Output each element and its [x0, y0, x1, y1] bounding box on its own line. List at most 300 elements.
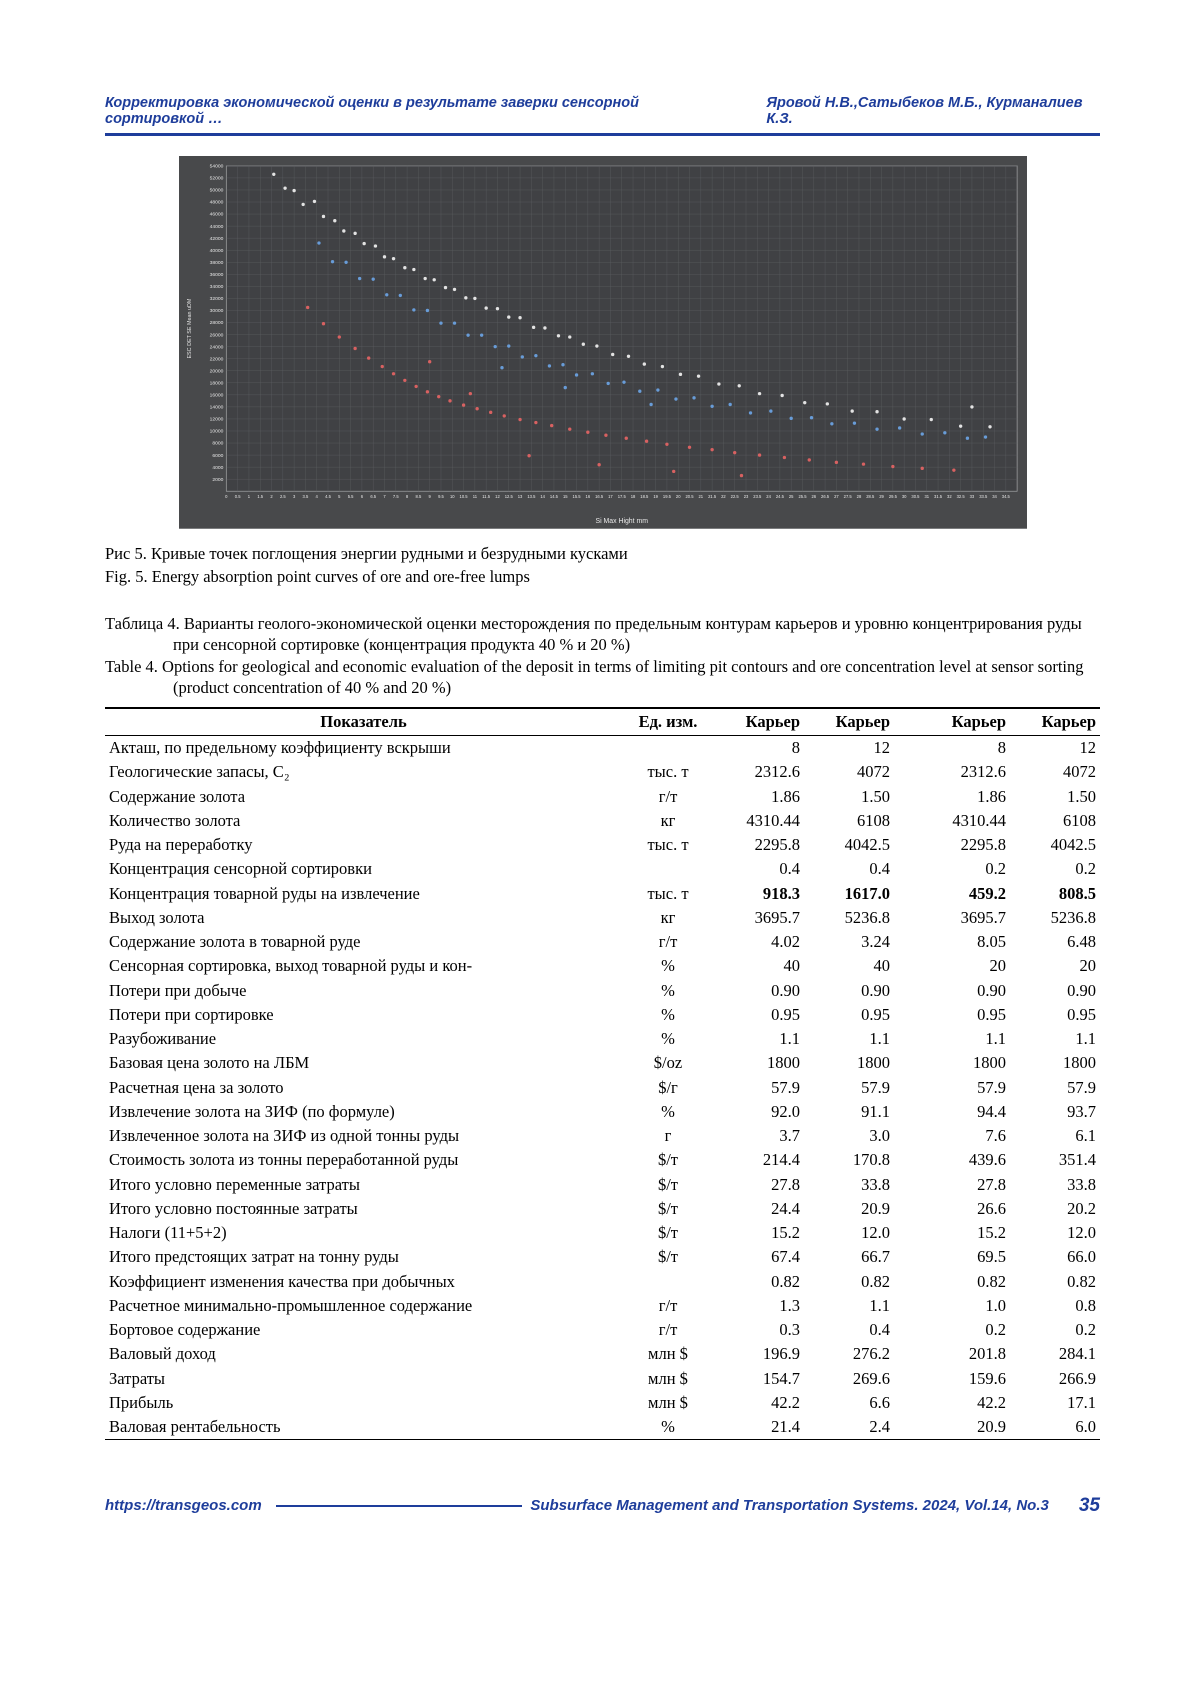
page-header [105, 95, 1100, 133]
svg-text:14000: 14000 [209, 405, 223, 411]
table-row [105, 784, 1100, 808]
table-cell: 21.4 [714, 1415, 804, 1440]
table-cell: Разубоживание [109, 1029, 217, 1049]
table-cell: 57.9 [861, 1077, 890, 1097]
table-cell: 266.9 [1058, 1368, 1096, 1388]
table-cell: 2312.6 [754, 762, 800, 782]
svg-text:21.5: 21.5 [707, 494, 716, 500]
energy-absorption-figure [179, 156, 1027, 529]
table-cell: 4072 [857, 762, 890, 782]
table-cell: 0.95 [861, 1004, 890, 1024]
table-cell: 2312.6 [960, 762, 1006, 782]
column-header-indicator: Показатель [105, 708, 622, 736]
svg-text:13: 13 [517, 494, 522, 500]
table-cell: тыс. т [647, 835, 689, 855]
authors: Яровой Н.В.,Сатыбеков М.Б., Курманалиев К.З. [766, 95, 1083, 127]
table-cell: % [661, 1004, 675, 1024]
table-cell: 6108 [857, 810, 890, 830]
table-cell: 42.2 [977, 1392, 1006, 1412]
table-cell: 214.4 [762, 1150, 800, 1170]
svg-text:14: 14 [539, 494, 545, 500]
table-cell: 0.4 [779, 859, 800, 879]
table-row [105, 1172, 1100, 1196]
table-cell: Концентрация сенсорной сортировки [109, 859, 372, 879]
table-cell: 4310.44 [952, 810, 1006, 830]
table-cell: млн $ [648, 1392, 688, 1412]
svg-text:24: 24 [765, 494, 771, 500]
svg-text:17: 17 [607, 494, 613, 500]
table-row [105, 857, 1100, 881]
svg-text:29: 29 [878, 494, 884, 500]
table-row [105, 1051, 1100, 1075]
table-row [105, 1269, 1100, 1293]
table-cell: Итого предстоящих затрат на тонну руды [109, 1247, 399, 1267]
table-cell: 196.9 [762, 1344, 800, 1364]
table-cell: 57.9 [977, 1077, 1006, 1097]
table-cell: 92.0 [771, 1101, 800, 1121]
table-cell: 276.2 [852, 1344, 890, 1364]
svg-text:23: 23 [743, 494, 748, 500]
table-row [105, 1099, 1100, 1123]
table-cell: 1617.0 [844, 883, 890, 903]
table-cell: 42.2 [771, 1392, 800, 1412]
table-cell: 918.3 [762, 883, 800, 903]
page-footer [105, 1495, 1100, 1517]
table-cell: 57.9 [1067, 1077, 1096, 1097]
table-cell: 808.5 [1058, 883, 1096, 903]
svg-text:27: 27 [833, 494, 839, 500]
table-cell: 40 [783, 956, 800, 976]
table-cell: 1.1 [985, 1029, 1006, 1049]
table-cell: 0.4 [869, 1320, 890, 1340]
table-cell: % [661, 1029, 675, 1049]
table-row [105, 1390, 1100, 1414]
svg-text:12: 12 [494, 494, 500, 500]
table-row [105, 1221, 1100, 1245]
table-cell: 2.4 [804, 1415, 894, 1440]
table-cell: 284.1 [1058, 1344, 1096, 1364]
svg-text:24.5: 24.5 [775, 494, 784, 500]
table-cell: 170.8 [852, 1150, 890, 1170]
svg-text:23.5: 23.5 [752, 494, 761, 500]
svg-text:30000: 30000 [209, 309, 223, 315]
table-cell: $/т [657, 1174, 679, 1194]
svg-text:26: 26 [810, 494, 816, 500]
table-cell: 269.6 [852, 1368, 890, 1388]
table-cell: 20.2 [1067, 1198, 1096, 1218]
svg-text:22: 22 [720, 494, 726, 500]
table-cell: Количество золота [109, 810, 241, 830]
table-cell: Итого условно постоянные затраты [109, 1198, 358, 1218]
table-row [105, 978, 1100, 1002]
table-cell: 8 [997, 738, 1006, 758]
table-cell: 66.0 [1067, 1247, 1096, 1267]
table-cell: 1.1 [779, 1029, 800, 1049]
table-cell: Итого условно переменные затраты [109, 1174, 360, 1194]
table-cell: 5236.8 [844, 907, 890, 927]
table-cell: 459.2 [968, 883, 1006, 903]
table-cell: 0.82 [977, 1271, 1006, 1291]
table-header-row [105, 708, 1100, 736]
table-cell: 91.1 [861, 1101, 890, 1121]
svg-text:18000: 18000 [209, 381, 223, 387]
svg-text:24000: 24000 [209, 345, 223, 351]
svg-text:2.5: 2.5 [279, 494, 286, 500]
table-cell: 1.1 [869, 1029, 890, 1049]
svg-text:40000: 40000 [209, 248, 223, 254]
table-cell: 93.7 [1067, 1101, 1096, 1121]
table-cell: 201.8 [968, 1344, 1006, 1364]
svg-text:19: 19 [652, 494, 658, 500]
table-cell: 4072 [1063, 762, 1096, 782]
svg-text:3: 3 [292, 494, 295, 500]
table-cell: Сенсорная сортировка, выход товарной руды и кон- [109, 956, 473, 976]
site-link[interactable]: https://transgeos.com [105, 1497, 262, 1515]
table-row [105, 833, 1100, 857]
svg-text:30: 30 [901, 494, 906, 500]
table-row [105, 1124, 1100, 1148]
svg-text:8000: 8000 [211, 441, 223, 447]
table-cell: $/т [657, 1223, 679, 1243]
table-cell: 0.82 [1067, 1271, 1096, 1291]
table-cell: 67.4 [771, 1247, 800, 1267]
svg-text:17.5: 17.5 [617, 494, 626, 500]
table-cell: Руда на переработку [109, 835, 253, 855]
svg-text:31: 31 [923, 494, 929, 500]
svg-text:6000: 6000 [211, 453, 223, 459]
table-row [105, 930, 1100, 954]
table-row [105, 760, 1100, 784]
table-cell: 3.24 [861, 932, 890, 952]
table-cell: % [661, 956, 675, 976]
table-row [105, 1318, 1100, 1342]
table-cell: 154.7 [762, 1368, 800, 1388]
table-cell: 12.0 [1067, 1223, 1096, 1243]
table-caption-en: Table 4. Options for geological and economic evaluation of the deposit in terms of limiting pit contours and ore concentration level at sensor sorting (product concentration of 40 % and 20 %) [105, 656, 1084, 698]
svg-text:11: 11 [472, 494, 477, 500]
table-cell: г/т [658, 1295, 678, 1315]
table-cell: 351.4 [1058, 1150, 1096, 1170]
svg-text:5.5: 5.5 [347, 494, 353, 500]
table-cell: Прибыль [109, 1392, 174, 1412]
table-cell: 40 [873, 956, 890, 976]
figure-caption-ru: Рис 5. Кривые точек поглощения энергии рудными и безрудными кусками [105, 543, 628, 563]
table-cell: 0.2 [1075, 1320, 1096, 1340]
table-row [105, 1366, 1100, 1390]
column-header-pit-4: Карьер [1010, 708, 1100, 736]
table-cell: г/т [658, 932, 678, 952]
scatter-plot [179, 156, 1027, 529]
header-rule [105, 133, 1100, 136]
table-cell: г/т [658, 786, 678, 806]
svg-text:9: 9 [428, 494, 431, 500]
table-cell: г [664, 1126, 672, 1146]
svg-text:7: 7 [382, 494, 386, 500]
table-cell: 0.2 [1075, 859, 1096, 879]
table-cell: 8.05 [977, 932, 1006, 952]
table-cell: 159.6 [968, 1368, 1006, 1388]
table-cell: 20 [989, 956, 1006, 976]
table-cell: $/oz [653, 1053, 683, 1073]
table-row [105, 1075, 1100, 1099]
table-cell: Потери при добыче [109, 980, 247, 1000]
table-cell: 12 [1079, 738, 1096, 758]
svg-text:26000: 26000 [209, 333, 223, 339]
table-cell: 1.1 [1075, 1029, 1096, 1049]
table-cell: 27.8 [771, 1174, 800, 1194]
table-cell: Коэффициент изменения качества при добычных [109, 1271, 455, 1291]
svg-text:38000: 38000 [209, 260, 223, 266]
table-cell: 0.95 [1067, 1004, 1096, 1024]
table-cell: тыс. т [647, 762, 689, 782]
table-cell: 6.48 [1067, 932, 1096, 952]
svg-text:16000: 16000 [209, 393, 223, 399]
evaluation-table [105, 707, 1100, 1440]
table-cell: 20 [1079, 956, 1096, 976]
table-cell: кг [660, 907, 676, 927]
table-cell: 69.5 [977, 1247, 1006, 1267]
table-cell: 15.2 [977, 1223, 1006, 1243]
table-cell [622, 1269, 714, 1293]
table-caption-ru: Таблица 4. Варианты геолого-экономической оценки месторождения по предельным контурам карьеров и уровню концентрирования руды при сенсорной сортировке (концентрация продукта 40 % и 20 %) [105, 613, 1082, 655]
table-cell [622, 735, 714, 760]
svg-text:22000: 22000 [209, 357, 223, 363]
table-cell: 12.0 [861, 1223, 890, 1243]
svg-text:34.5: 34.5 [1001, 494, 1010, 500]
svg-text:44000: 44000 [209, 224, 223, 230]
table-row [105, 1148, 1100, 1172]
table-cell: 15.2 [771, 1223, 800, 1243]
table-cell: 0.95 [771, 1004, 800, 1024]
table-cell: Выход золота [109, 907, 205, 927]
table-cell: Геологические запасы, С₂ [109, 762, 290, 782]
table-cell: $/г [658, 1077, 678, 1097]
table-row [105, 808, 1100, 832]
table-cell: 0.95 [977, 1004, 1006, 1024]
table-cell: 1.86 [771, 786, 800, 806]
svg-text:0.5: 0.5 [234, 494, 241, 500]
table-cell: $/т [657, 1247, 679, 1267]
svg-text:22.5: 22.5 [730, 494, 739, 500]
table-cell: тыс. т [647, 883, 689, 903]
svg-text:1.5: 1.5 [256, 494, 263, 500]
table-cell: 1.86 [977, 786, 1006, 806]
table-cell: 6.1 [1075, 1126, 1096, 1146]
svg-text:ESC DET SE Mean uDM: ESC DET SE Mean uDM [186, 298, 193, 359]
svg-text:33.5: 33.5 [978, 494, 987, 500]
table-cell: Расчетное минимально-промышленное содержание [109, 1295, 473, 1315]
table-cell: 4042.5 [1050, 835, 1096, 855]
svg-text:36000: 36000 [209, 272, 223, 278]
svg-text:19.5: 19.5 [662, 494, 671, 500]
table-cell: 33.8 [1067, 1174, 1096, 1194]
table-cell: 1.50 [1067, 786, 1096, 806]
svg-text:27.5: 27.5 [843, 494, 852, 500]
table-cell: 0.2 [985, 859, 1006, 879]
table-cell: Содержание золота [109, 786, 246, 806]
svg-text:25.5: 25.5 [797, 494, 807, 500]
svg-text:54000: 54000 [209, 164, 223, 170]
table-cell: 3695.7 [754, 907, 800, 927]
svg-text:9.5: 9.5 [437, 494, 444, 500]
table-cell: Расчетная цена за золото [109, 1077, 284, 1097]
table-cell: $/т [657, 1198, 679, 1218]
svg-text:2: 2 [269, 494, 273, 500]
svg-text:0: 0 [224, 494, 227, 500]
svg-text:10: 10 [449, 494, 455, 500]
svg-text:16: 16 [585, 494, 590, 500]
table-row [105, 1293, 1100, 1317]
table-row [105, 881, 1100, 905]
table-cell: % [661, 980, 675, 1000]
table-cell: 3695.7 [960, 907, 1006, 927]
table-cell: 0.2 [985, 1320, 1006, 1340]
table-cell: 0.90 [1067, 980, 1096, 1000]
svg-text:4000: 4000 [211, 465, 223, 471]
svg-text:26.5: 26.5 [820, 494, 829, 500]
table-cell: 7.6 [985, 1126, 1006, 1146]
table-cell: 0.82 [771, 1271, 800, 1291]
table-cell: Базовая цена золото на ЛБМ [109, 1053, 310, 1073]
svg-text:3.5: 3.5 [302, 494, 308, 500]
table-cell: 0.3 [779, 1320, 800, 1340]
column-header-unit: Ед. изм. [622, 708, 714, 736]
table-cell: 5236.8 [1050, 907, 1096, 927]
table-cell: Затраты [109, 1368, 166, 1388]
table-cell: 0.90 [861, 980, 890, 1000]
table-cell: млн $ [648, 1344, 688, 1364]
table-cell: 57.9 [771, 1077, 800, 1097]
svg-text:4.5: 4.5 [324, 494, 331, 500]
svg-text:12000: 12000 [209, 417, 223, 423]
svg-text:18: 18 [630, 494, 635, 500]
table-cell: Валовый доход [109, 1344, 216, 1364]
table-cell: 20.9 [894, 1415, 1010, 1440]
table-cell: Потери при сортировке [109, 1004, 274, 1024]
svg-text:4: 4 [315, 494, 318, 500]
table-cell: Концентрация товарной руды на извлечение [109, 883, 420, 903]
table-cell: 0.82 [861, 1271, 890, 1291]
svg-text:33: 33 [969, 494, 974, 500]
table-captions [105, 613, 1100, 699]
table-row [105, 735, 1100, 760]
table-row [105, 905, 1100, 929]
svg-text:6.5: 6.5 [369, 494, 376, 500]
svg-text:2000: 2000 [211, 477, 223, 483]
svg-text:12.5: 12.5 [504, 494, 513, 500]
table-cell: 1800 [1063, 1053, 1096, 1073]
page-number: 35 [1078, 1494, 1100, 1516]
svg-text:20000: 20000 [209, 369, 223, 375]
table-cell: г/т [658, 1320, 678, 1340]
table-cell: млн $ [648, 1368, 688, 1388]
table-cell: 33.8 [861, 1174, 890, 1194]
svg-text:14.5: 14.5 [549, 494, 558, 500]
svg-text:34: 34 [991, 494, 997, 500]
table-cell: 26.6 [977, 1198, 1006, 1218]
table-cell: Извлечение золота на ЗИФ (по формуле) [109, 1101, 395, 1121]
table-cell: 0.90 [977, 980, 1006, 1000]
table-cell: Извлеченное золота на ЗИФ из одной тонны руды [109, 1126, 460, 1146]
table-cell: 0.4 [869, 859, 890, 879]
table-cell: 24.4 [771, 1198, 800, 1218]
table-cell: 1800 [973, 1053, 1006, 1073]
table-row [105, 1196, 1100, 1220]
table-cell: 12 [873, 738, 890, 758]
svg-text:16.5: 16.5 [594, 494, 603, 500]
svg-text:50000: 50000 [209, 188, 223, 194]
svg-text:31.5: 31.5 [933, 494, 942, 500]
table-cell: 1800 [767, 1053, 800, 1073]
table-cell [622, 857, 714, 881]
svg-text:29.5: 29.5 [888, 494, 897, 500]
journal-title: Subsurface Management and Transportation Systems. 2024, Vol.14, No.3 [530, 1497, 1049, 1515]
figure-caption-en: Fig. 5. Energy absorption point curves of ore and ore-free lumps [105, 566, 530, 586]
running-title: Корректировка экономической оценки в результате заверки сенсорной сортировкой … [105, 95, 639, 127]
svg-text:20.5: 20.5 [685, 494, 694, 500]
svg-text:15: 15 [562, 494, 568, 500]
table-cell: Бортовое содержание [109, 1320, 261, 1340]
table-cell: 6108 [1063, 810, 1096, 830]
svg-text:1: 1 [247, 494, 250, 500]
table-cell: 0.8 [1075, 1295, 1096, 1315]
column-header-pit-3: Карьер [894, 708, 1010, 736]
table-cell: 1.3 [779, 1295, 800, 1315]
svg-text:8.5: 8.5 [415, 494, 421, 500]
svg-text:13.5: 13.5 [526, 494, 535, 500]
svg-text:11.5: 11.5 [481, 494, 490, 500]
svg-text:28.5: 28.5 [865, 494, 874, 500]
table-cell: 1.50 [861, 786, 890, 806]
svg-text:20: 20 [675, 494, 681, 500]
table-cell: кг [660, 810, 676, 830]
table-cell: 1800 [857, 1053, 890, 1073]
svg-text:28: 28 [856, 494, 861, 500]
table-cell: 6.6 [869, 1392, 890, 1412]
svg-text:32: 32 [946, 494, 952, 500]
table-cell: 1.1 [869, 1295, 890, 1315]
table-row [105, 1342, 1100, 1366]
table-cell: 3.0 [869, 1126, 890, 1146]
svg-text:30.5: 30.5 [910, 494, 919, 500]
column-header-pit-1: Карьер [714, 708, 804, 736]
table-cell: Стоимость золота из тонны переработанной руды [109, 1150, 459, 1170]
svg-text:18.5: 18.5 [639, 494, 648, 500]
table-cell: 6.0 [1010, 1415, 1100, 1440]
svg-text:32000: 32000 [209, 297, 223, 303]
table-cell: Валовая рентабельность [105, 1415, 622, 1440]
table-cell: Налоги (11+5+2) [109, 1223, 227, 1243]
svg-text:21: 21 [698, 494, 703, 500]
table-cell: 4310.44 [746, 810, 800, 830]
svg-text:46000: 46000 [209, 212, 223, 218]
table-cell: Акташ, по предельному коэффициенту вскрыши [109, 738, 451, 758]
svg-text:7.5: 7.5 [392, 494, 399, 500]
table-row [105, 1027, 1100, 1051]
table-cell: 4042.5 [844, 835, 890, 855]
svg-text:42000: 42000 [209, 236, 223, 242]
footer-rule [276, 1505, 523, 1507]
svg-text:48000: 48000 [209, 200, 223, 206]
table-row [105, 1415, 1100, 1440]
table-cell: 2295.8 [754, 835, 800, 855]
table-row [105, 1002, 1100, 1026]
table-cell: 27.8 [977, 1174, 1006, 1194]
table-row [105, 954, 1100, 978]
table-cell: 1.0 [985, 1295, 1006, 1315]
table-cell: 439.6 [968, 1150, 1006, 1170]
svg-text:Si Max Hight mm: Si Max Hight mm [595, 517, 648, 525]
